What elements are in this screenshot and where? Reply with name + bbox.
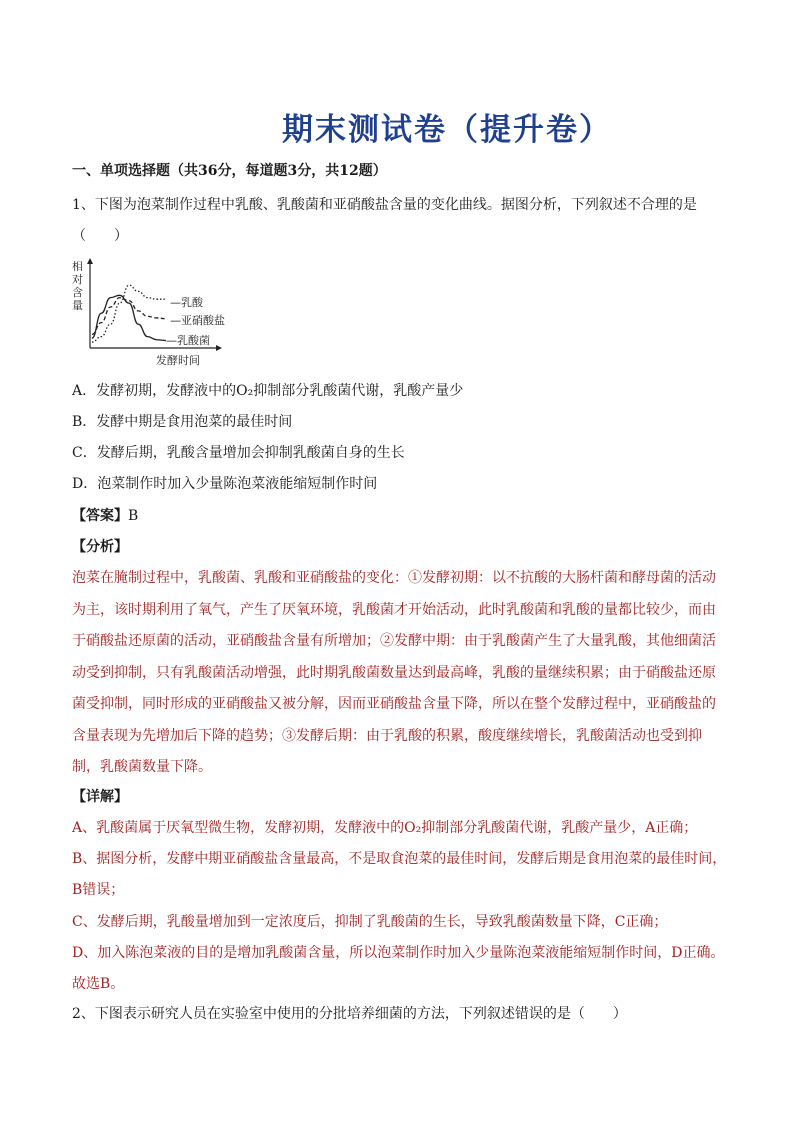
y-axis-arrow — [87, 258, 93, 264]
detail-c: C、发酵后期，乳酸量增加到一定浓度后，抑制了乳酸菌的生长，导致乳酸菌数量下降，C正确； — [72, 914, 668, 930]
q1-stem: 1、下图为泡菜制作过程中乳酸、乳酸菌和亚硝酸盐含量的变化曲线。据图分析，下列叙述不合理的是 — [72, 197, 697, 213]
section-heading: 一、单项选择题（共36分，每道题3分，共12题） — [72, 163, 387, 179]
series-line-lactic-acid — [92, 285, 166, 342]
chart-ylabel-4: 量 — [72, 299, 83, 312]
series-label-nitrite: —亚硝酸盐 — [170, 314, 225, 327]
answer-label: 【答案】 — [72, 508, 128, 524]
analysis-label: 【分析】 — [72, 539, 128, 555]
detail-b: B、据图分析，发酵中期亚硝酸盐含量最高，不是取食泡菜的最佳时间，发酵后期是食用泡菜的最佳时间， — [72, 851, 727, 867]
detail-conclusion: 故选B。 — [72, 976, 125, 992]
chart-ylabel-2: 对 — [72, 273, 83, 286]
q1-option-c: C．发酵后期，乳酸含量增加会抑制乳酸菌自身的生长 — [72, 445, 405, 461]
chart-ylabel-1: 相 — [72, 260, 83, 273]
fermentation-chart — [70, 258, 230, 370]
chart-series-layer — [92, 285, 166, 342]
q1-option-b: B．发酵中期是食用泡菜的最佳时间 — [72, 414, 293, 430]
series-label-lactic-acid: —乳酸 — [170, 296, 203, 309]
chart-xlabel: 发酵时间 — [156, 354, 200, 367]
q1-option-a: A．发酵初期，发酵液中的O₂抑制部分乳酸菌代谢，乳酸产量少 — [72, 383, 464, 399]
detail-label: 【详解】 — [72, 789, 128, 805]
detail-d: D、加入陈泡菜液的目的是增加乳酸菌含量，所以泡菜制作时加入少量陈泡菜液能缩短制作时间，D正确。 — [72, 945, 725, 961]
q1-paren: （ ） — [72, 228, 128, 244]
analysis-text: 泡菜在腌制过程中，乳酸菌、乳酸和亚硝酸盐的变化：①发酵初期：以不抗酸的大肠杆菌和酵母菌的活动为主，该时期利用了氧气，产生了厌氧环境，乳酸菌才开始活动，此时乳酸菌和乳酸的量都比较少，而由于硝酸盐还原菌的活动，亚硝酸盐含量有所增加；②发酵中期：由于乳酸菌产生了大量乳酸，其他细菌活动受到抑制，只有乳酸菌活动增强，此时期乳酸菌数量达到最高峰，乳酸的量继续积累；由于硝酸盐还原菌受抑制，同时形成的亚硝酸盐又被分解，因而亚硝酸盐含量下降，所以在整个发酵过程中，亚硝酸盐的含量表现为先增加后下降的趋势；③发酵后期：由于乳酸的积累，酸度继续增长，乳酸菌活动也受到抑制，乳酸菌数量下降。 — [72, 570, 716, 775]
page-title: 期末测试卷（提升卷） — [282, 112, 612, 148]
detail-b-cont: B错误； — [72, 882, 125, 898]
x-axis-arrow — [216, 345, 222, 351]
q2-stem: 2、下图表示研究人员在实验室中使用的分批培养细菌的方法，下列叙述错误的是（ ） — [72, 1006, 627, 1022]
chart-ylabel-3: 含 — [72, 286, 83, 299]
answer-value: B — [128, 508, 139, 524]
series-label-lactobacillus: —乳酸菌 — [166, 334, 210, 347]
q1-option-d: D．泡菜制作时加入少量陈泡菜液能缩短制作时间 — [72, 476, 378, 492]
detail-a: A、乳酸菌属于厌氧型微生物，发酵初期，发酵液中的O₂抑制部分乳酸菌代谢，乳酸产量少，A正确； — [72, 820, 698, 836]
answer-line — [72, 506, 138, 526]
